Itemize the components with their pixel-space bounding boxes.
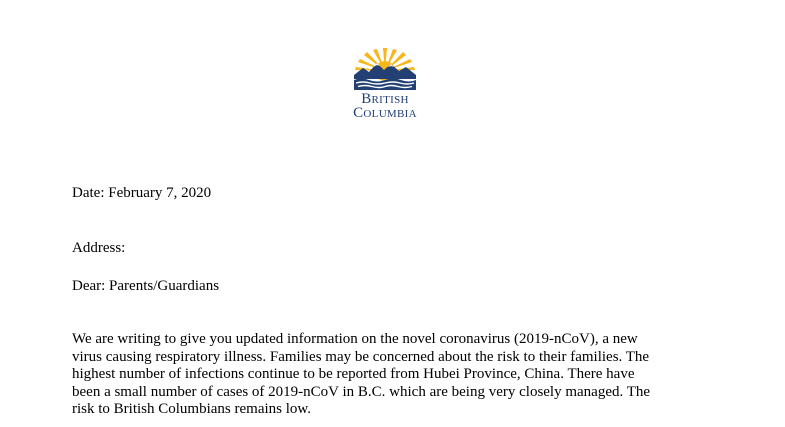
logo-text-columbia: Columbia (353, 105, 417, 121)
bc-sun-mountains-logo-icon (353, 46, 417, 92)
letter-salutation: Dear: Parents/Guardians (72, 278, 220, 294)
letter-date: Date: February 7, 2020 (72, 185, 212, 201)
paragraph-line: risk to British Columbians remains low. (72, 401, 312, 417)
letter-address-label: Address: (72, 240, 126, 256)
letter-body-paragraph (72, 331, 712, 419)
logo-text-british: British (361, 91, 409, 107)
paragraph-line: been a small number of cases of 2019-nCoV in B.C. which are being very closely managed. The (72, 383, 651, 400)
paragraph-line: highest number of infections continue to be reported from Hubei Province, China. There have (72, 366, 635, 382)
paragraph-line: We are writing to give you updated information on the novel coronavirus (2019-nCoV), a new (72, 331, 638, 347)
paragraph-line: virus causing respiratory illness. Families may be concerned about the risk to their families. The (72, 348, 650, 365)
bc-logo (340, 46, 430, 126)
